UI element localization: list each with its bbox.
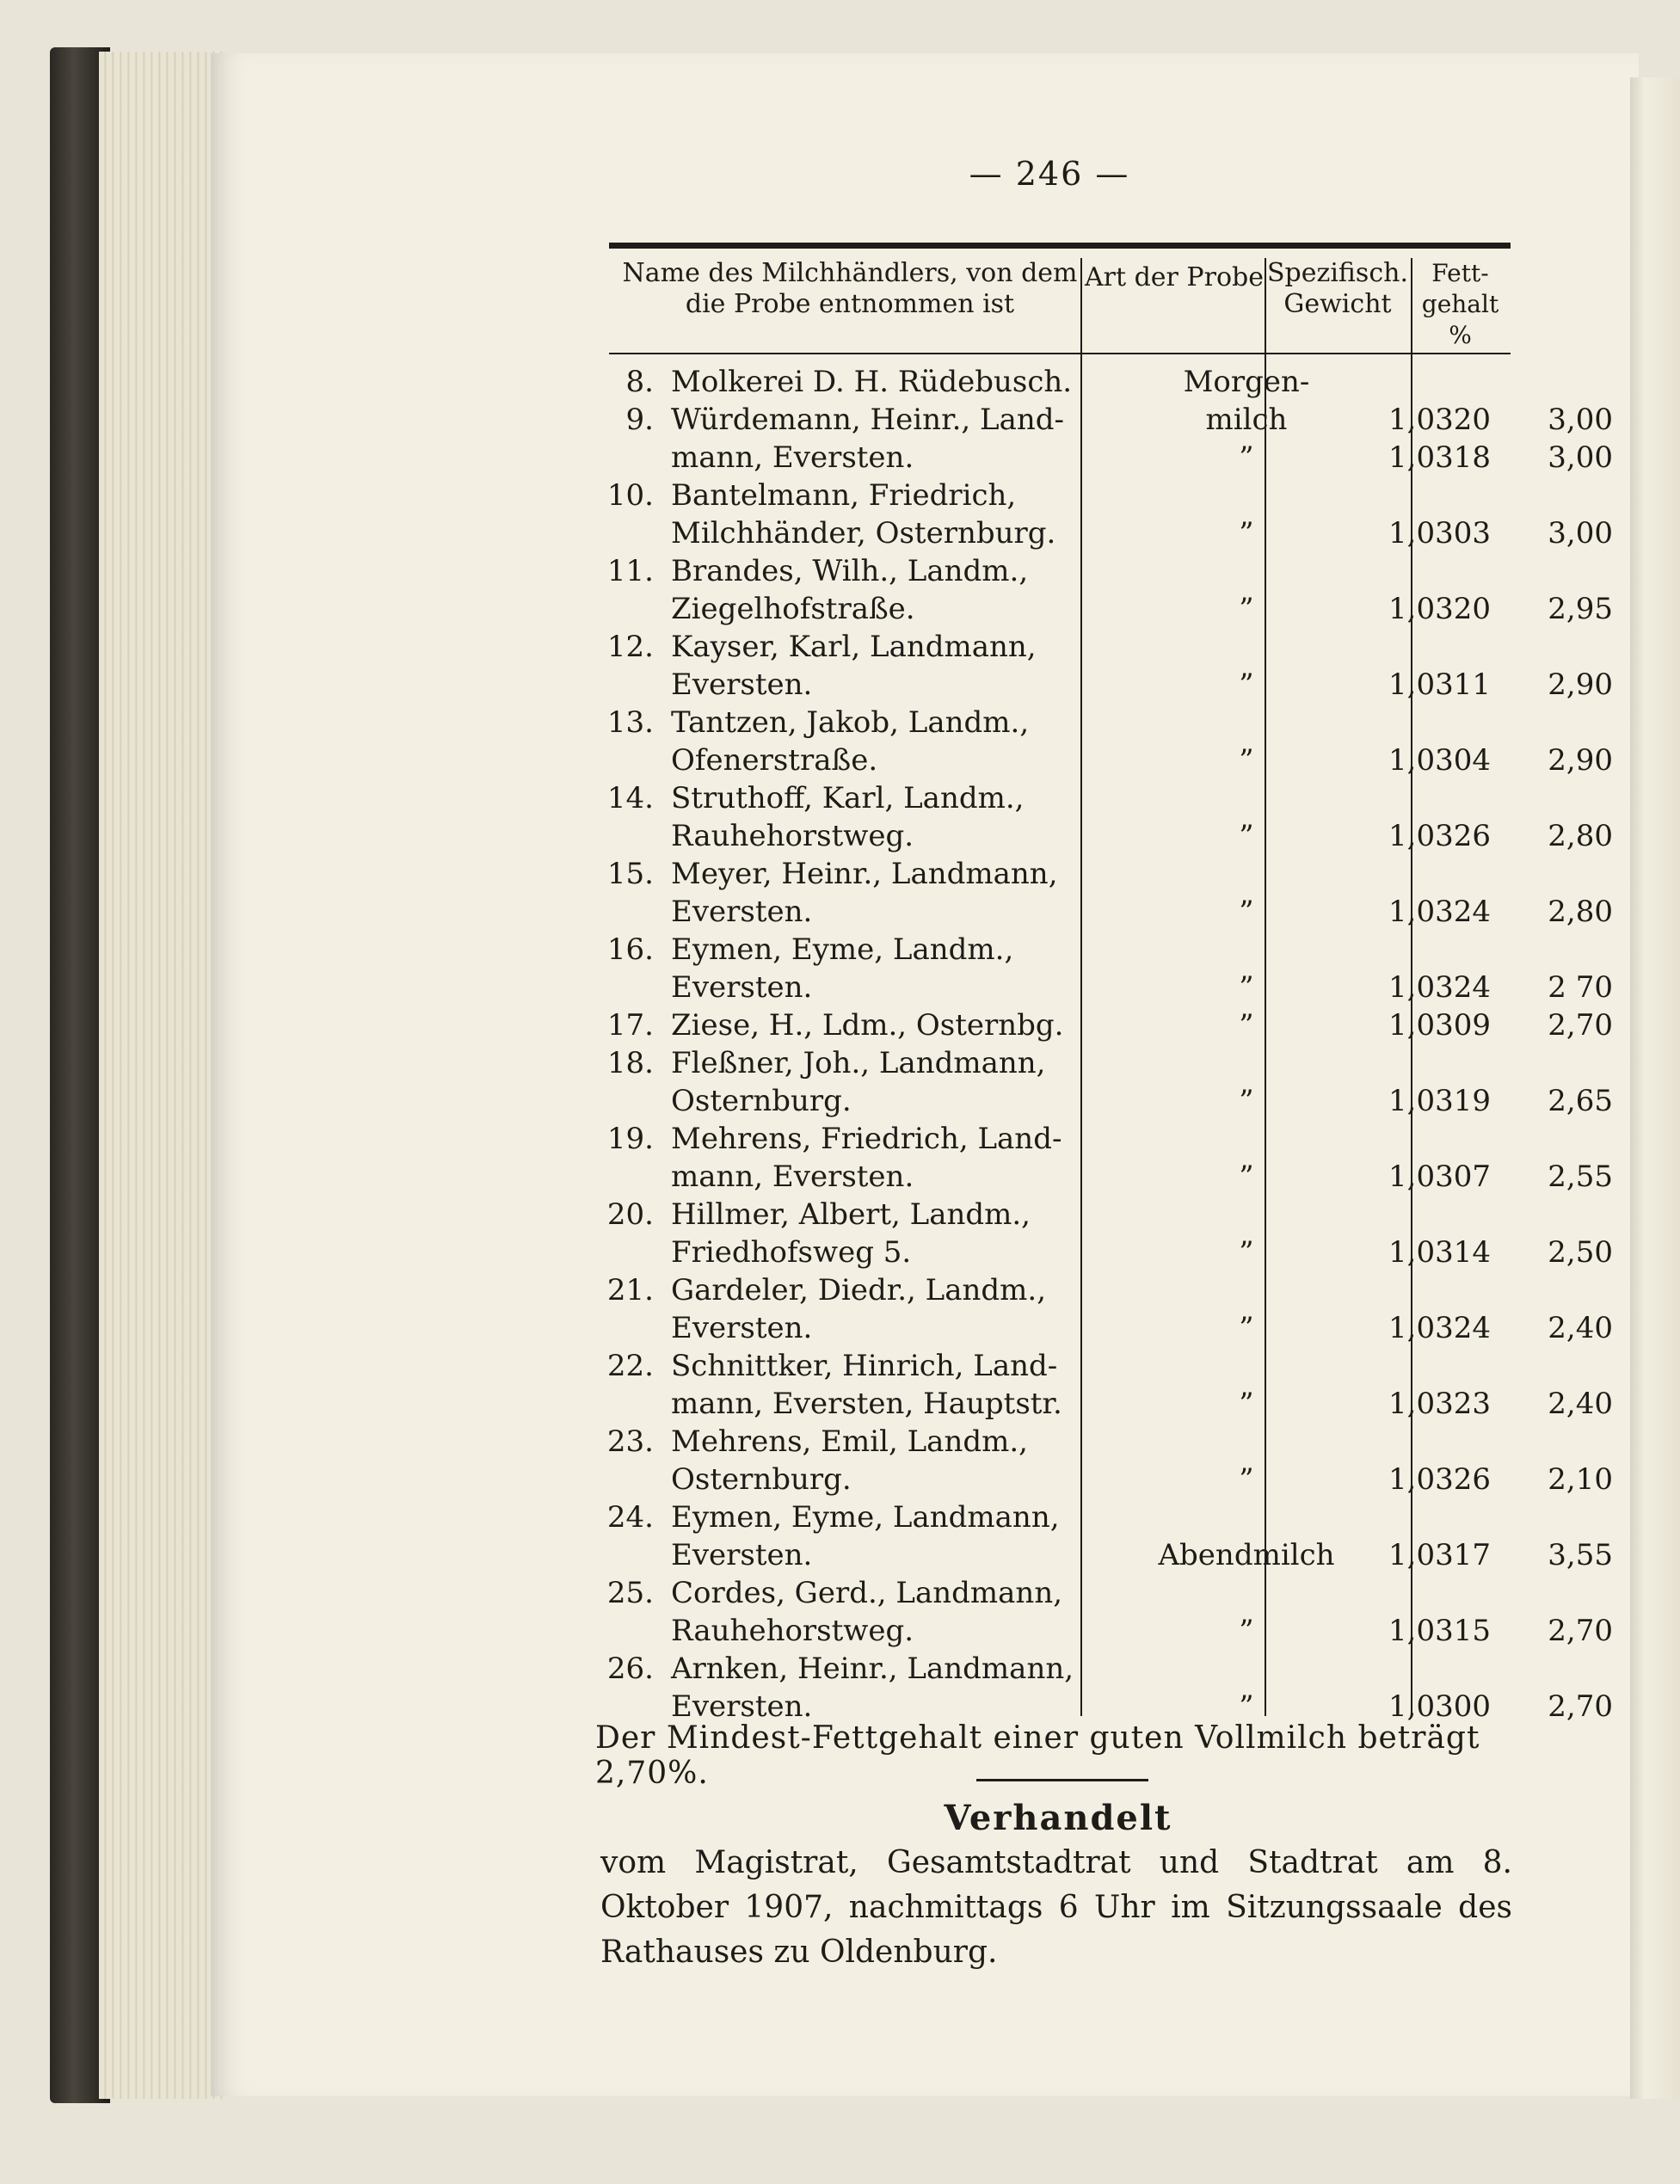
row-fett: 3,00 [1548,440,1613,475]
row-fett [1510,626,1625,664]
table-row [602,437,1625,475]
table-row [602,1459,1625,1497]
row-spec [1340,626,1510,664]
row-name: Brandes, Wilh., Landm., [671,554,1029,588]
row-spec [1340,361,1510,399]
row-art: ” [1239,516,1254,551]
row-fett [1510,1572,1625,1610]
row-number: 11. [606,554,654,588]
table-row [602,778,1625,815]
row-art [1153,1648,1340,1686]
row-spec: 1,0300 [1388,1689,1491,1724]
row-art [1153,1497,1340,1535]
row-fett: 2,95 [1548,592,1613,626]
row-art [1153,1118,1340,1156]
row-name-cont: Eversten. [671,1538,813,1572]
row-art [1153,551,1340,588]
header-fett: Fett-gehalt % [1421,259,1499,349]
table-row [602,1497,1625,1535]
row-name-cont: Friedhofsweg 5. [671,1235,912,1270]
table-row [602,1118,1625,1156]
table-row [602,1232,1625,1270]
row-art [1153,702,1340,740]
row-fett [1510,929,1625,967]
row-art: ” [1239,668,1254,702]
row-fett [1510,1194,1625,1232]
row-art: ” [1239,1235,1254,1270]
row-spec [1340,1194,1510,1232]
row-spec [1340,475,1510,513]
row-name: Gardeler, Diedr., Landm., [671,1273,1047,1307]
row-fett: 2,40 [1548,1387,1613,1421]
row-name: Mehrens, Friedrich, Land- [671,1122,1062,1156]
row-spec: 1,0323 [1388,1387,1491,1421]
row-name-cont: Milchhänder, Osternburg. [671,516,1056,551]
row-spec: 1,0309 [1388,1008,1491,1043]
row-fett: 3,00 [1548,403,1613,437]
row-name: Molkerei D. H. Rüdebusch. [671,365,1073,399]
row-spec: 1,0307 [1388,1160,1491,1194]
row-spec: 1,0303 [1388,516,1491,551]
row-fett: 2,40 [1548,1311,1613,1345]
row-fett: 2,90 [1548,668,1613,702]
row-name: Eymen, Eyme, Landm., [671,932,1014,967]
row-number: 13. [606,705,654,740]
row-fett: 2,55 [1548,1160,1613,1194]
row-number: 22. [606,1349,654,1383]
row-spec: 1,0320 [1388,403,1491,437]
row-number-blank [602,740,671,778]
row-art: Morgen- [1183,365,1310,399]
row-art [1153,1043,1340,1080]
row-number-blank [602,1459,671,1497]
row-spec [1340,929,1510,967]
row-spec: 1,0311 [1388,668,1491,702]
page-edges [99,52,228,2099]
row-art [1153,778,1340,815]
row-number-blank [602,1383,671,1421]
table-row [602,1572,1625,1610]
row-name: Tantzen, Jakob, Landm., [671,705,1030,740]
table-row [602,815,1625,853]
row-number: 10. [606,478,654,513]
row-fett [1510,1118,1625,1156]
table-row [602,1194,1625,1232]
row-number-blank [602,1307,671,1345]
row-art: ” [1239,1008,1254,1043]
row-fett [1510,1270,1625,1307]
row-name: Schnittker, Hinrich, Land- [671,1349,1058,1383]
row-name: Würdemann, Heinr., Land- [671,403,1065,437]
row-number: 26. [606,1652,654,1686]
row-spec: 1,0314 [1388,1235,1491,1270]
row-number: 19. [606,1122,654,1156]
row-name: Bantelmann, Friedrich, [671,478,1017,513]
row-spec: 1,0324 [1388,1311,1491,1345]
table-row [602,588,1625,626]
row-name-cont: Osternburg. [671,1084,852,1118]
row-name: Ziese, H., Ldm., Osternbg. [671,1008,1064,1043]
row-fett: 2,80 [1548,895,1613,929]
row-spec: 1,0324 [1388,970,1491,1005]
row-spec: 1,0324 [1388,895,1491,929]
row-art: ” [1239,1160,1254,1194]
table-row [602,1345,1625,1383]
row-spec [1340,551,1510,588]
table-row [602,967,1625,1005]
row-art: ” [1239,819,1254,853]
row-spec: 1,0304 [1388,743,1491,778]
row-name: Hillmer, Albert, Landm., [671,1197,1031,1232]
row-name-cont: Eversten. [671,1689,813,1724]
row-spec [1340,1648,1510,1686]
table-row [602,853,1625,891]
header-art: Art der Probe [1085,262,1264,292]
row-number-blank [602,513,671,551]
table-row [602,891,1625,929]
page-number: — 246 — [969,155,1130,193]
header-name: Name des Milchhändlers, von dem die Probe entnommen ist [622,258,1078,319]
row-number-blank [602,1686,671,1724]
row-art: ” [1239,1387,1254,1421]
row-spec [1340,778,1510,815]
row-fett [1510,853,1625,891]
separator-rule [976,1779,1148,1781]
row-art [1153,475,1340,513]
row-fett: 2,70 [1548,1689,1613,1724]
table-row [602,702,1625,740]
table-row [602,1421,1625,1459]
row-spec [1340,1270,1510,1307]
table-row [602,1648,1625,1686]
row-spec [1340,853,1510,891]
row-fett: 2,65 [1548,1084,1613,1118]
table-row [602,664,1625,702]
row-name-cont: Ziegelhofstraße. [671,592,915,626]
row-name-cont: Eversten. [671,668,813,702]
row-name-cont: mann, Eversten, Hauptstr. [671,1387,1062,1421]
row-art [1153,929,1340,967]
row-spec [1340,1421,1510,1459]
row-number-blank [602,664,671,702]
row-fett [1510,475,1625,513]
table-row [602,1005,1625,1043]
row-name-cont: Eversten. [671,970,813,1005]
table-row [602,626,1625,664]
row-fett [1510,1043,1625,1080]
row-fett: 3,55 [1548,1538,1613,1572]
row-art: ” [1239,970,1254,1005]
row-name: Mehrens, Emil, Landm., [671,1424,1028,1459]
table-row [602,361,1625,399]
row-name-cont: mann, Eversten. [671,1160,914,1194]
row-spec: 1,0326 [1388,819,1491,853]
row-name: Cordes, Gerd., Landmann, [671,1576,1063,1610]
row-art: ” [1239,1311,1254,1345]
row-name: Struthoff, Karl, Landm., [671,781,1025,815]
table-row [602,551,1625,588]
row-spec [1340,1345,1510,1383]
row-fett: 3,00 [1548,516,1613,551]
header-spec: Spezifisch. Gewicht [1267,258,1408,319]
table-row [602,1610,1625,1648]
row-number: 21. [606,1273,654,1307]
row-number: 8. [625,365,654,399]
row-number: 9. [625,403,654,437]
row-fett: 2 70 [1548,970,1613,1005]
row-art [1153,1345,1340,1383]
row-spec: 1,0317 [1388,1538,1491,1572]
row-art [1153,853,1340,891]
row-number: 18. [606,1046,654,1080]
row-number: 25. [606,1576,654,1610]
row-name: Arnken, Heinr., Landmann, [671,1652,1074,1686]
row-spec: 1,0318 [1388,440,1491,475]
row-number-blank [602,1232,671,1270]
row-number-blank [602,967,671,1005]
row-number: 20. [606,1197,654,1232]
row-spec: 1,0319 [1388,1084,1491,1118]
row-name-cont: Osternburg. [671,1462,852,1497]
row-number-blank [602,437,671,475]
paragraph: vom Magistrat, Gesamtstadtrat und Stadtrat am 8. Oktober 1907, nachmittags 6 Uhr im Sitzungssaale des Rathauses zu Oldenburg. [600,1845,1512,1970]
table-row [602,929,1625,967]
table-row [602,1043,1625,1080]
row-art: milch [1205,403,1288,437]
row-name-cont: Eversten. [671,1311,813,1345]
row-number-blank [602,588,671,626]
row-fett [1510,361,1625,399]
table-row [602,513,1625,551]
row-spec: 1,0320 [1388,592,1491,626]
row-art [1153,626,1340,664]
table-row [602,1535,1625,1572]
row-spec [1340,1043,1510,1080]
table-row [602,399,1625,437]
row-fett [1510,778,1625,815]
row-fett [1510,1497,1625,1535]
row-number-blank [602,891,671,929]
note: Der Mindest-Fettgehalt einer guten Vollmilch beträgt 2,70%. [595,1720,1480,1791]
row-art: ” [1239,1084,1254,1118]
row-name-cont: Ofenerstraße. [671,743,878,778]
row-name-cont: Rauhehorstweg. [671,1614,914,1648]
table-top-rule [609,243,1511,249]
row-number: 14. [606,781,654,815]
table-row [602,475,1625,513]
table-row [602,1686,1625,1724]
row-art: ” [1239,440,1254,475]
row-number: 15. [606,857,654,891]
row-spec [1340,1572,1510,1610]
row-art: ” [1239,1614,1254,1648]
row-fett: 2,90 [1548,743,1613,778]
header-rule [609,353,1511,354]
row-number-blank [602,1080,671,1118]
table-row [602,1080,1625,1118]
row-number: 12. [606,630,654,664]
row-fett [1510,1648,1625,1686]
row-name: Meyer, Heinr., Landmann, [671,857,1058,891]
row-number: 17. [606,1008,654,1043]
section-heading: Verhandelt [944,1798,1172,1838]
row-fett [1510,1421,1625,1459]
row-fett: 2,80 [1548,819,1613,853]
table-row [602,1270,1625,1307]
row-name-cont: Rauhehorstweg. [671,819,914,853]
row-fett [1510,702,1625,740]
row-fett [1510,551,1625,588]
row-fett: 2,70 [1548,1008,1613,1043]
table-row [602,740,1625,778]
row-art [1153,1421,1340,1459]
milk-table [602,361,1625,1724]
row-name: Fleßner, Joh., Landmann, [671,1046,1046,1080]
row-name-cont: Eversten. [671,895,813,929]
row-art: ” [1239,743,1254,778]
row-number-blank [602,1610,671,1648]
row-name: Kayser, Karl, Landmann, [671,630,1037,664]
row-number-blank [602,1535,671,1572]
row-art: Abendmilch [1158,1538,1335,1572]
row-name-cont: mann, Eversten. [671,440,914,475]
row-art: ” [1239,1462,1254,1497]
row-number: 23. [606,1424,654,1459]
row-fett: 2,70 [1548,1614,1613,1648]
row-fett [1510,1345,1625,1383]
row-art [1153,1270,1340,1307]
row-number-blank [602,1156,671,1194]
row-spec [1340,1118,1510,1156]
row-art [1153,1194,1340,1232]
row-art [1153,1572,1340,1610]
row-number-blank [602,815,671,853]
row-art: ” [1239,895,1254,929]
row-art: ” [1239,592,1254,626]
row-spec: 1,0326 [1388,1462,1491,1497]
row-spec [1340,702,1510,740]
table-row [602,1307,1625,1345]
row-name: Eymen, Eyme, Landmann, [671,1500,1060,1535]
table-row [602,1156,1625,1194]
row-spec: 1,0315 [1388,1614,1491,1648]
row-spec [1340,1497,1510,1535]
row-fett: 2,10 [1548,1462,1613,1497]
table-row [602,1383,1625,1421]
row-number: 24. [606,1500,654,1535]
row-art: ” [1239,1689,1254,1724]
row-number: 16. [606,932,654,967]
next-page-edge [1630,77,1680,2099]
row-fett: 2,50 [1548,1235,1613,1270]
